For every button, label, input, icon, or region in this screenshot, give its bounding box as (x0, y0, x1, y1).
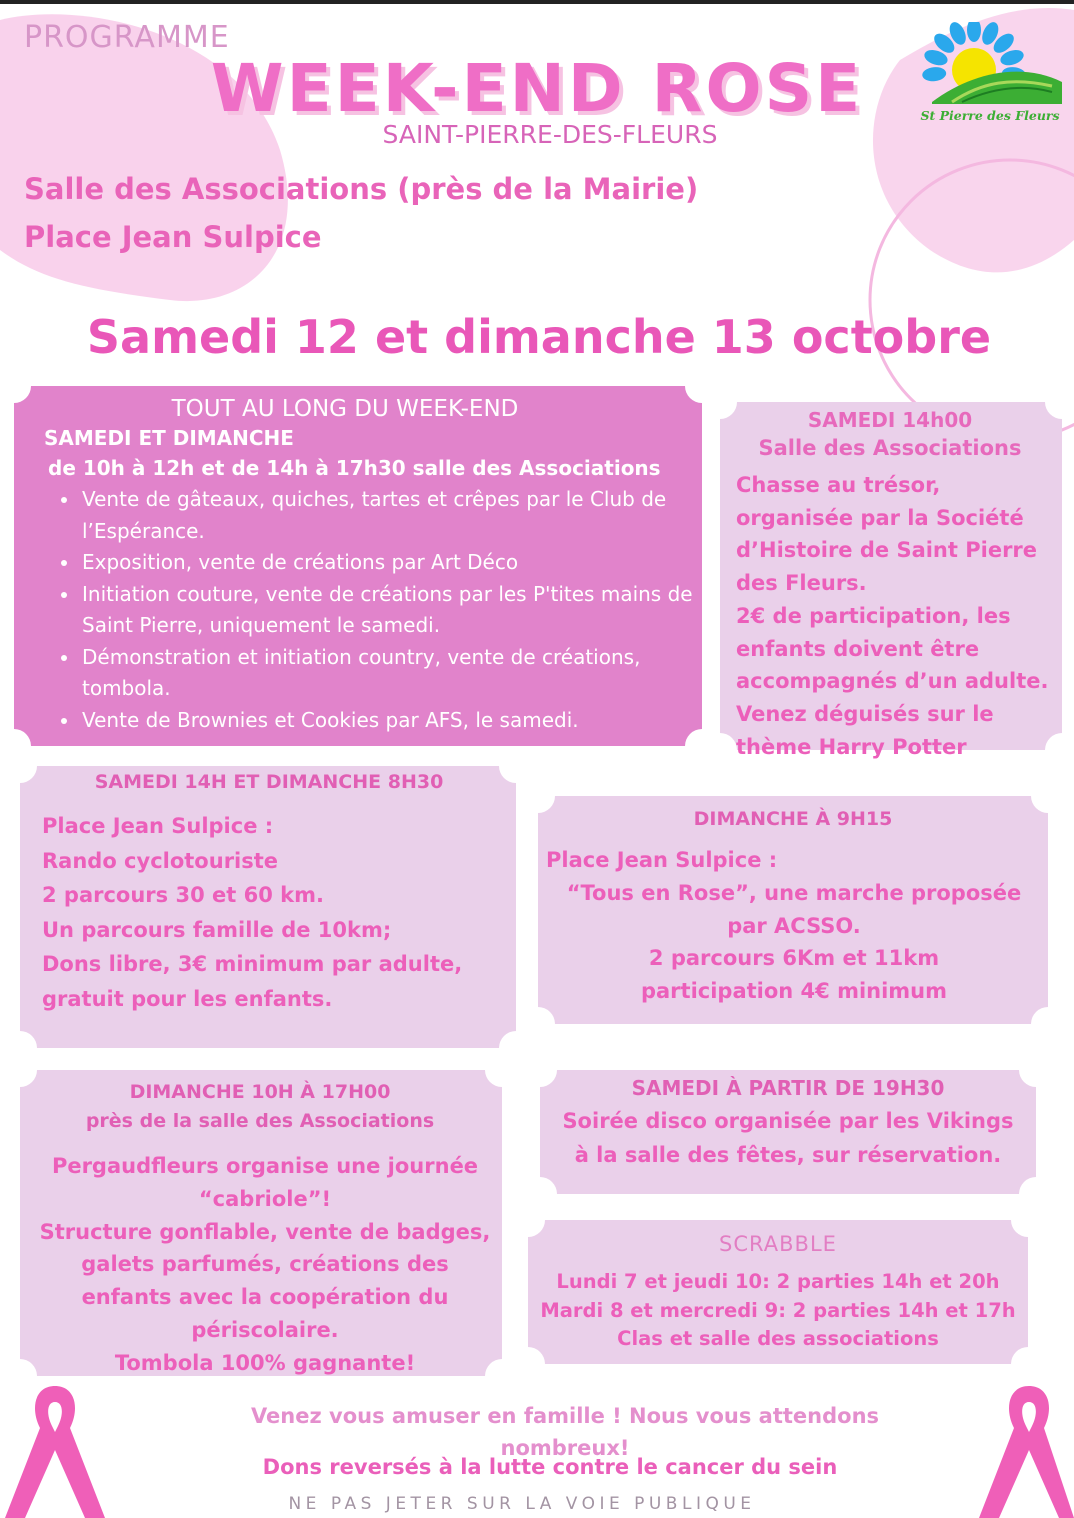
list-item: • Vente de gâteaux, quiches, tartes et crêpes par le Club de l’Espérance. (80, 484, 730, 547)
venue-line-2: Place Jean Sulpice (24, 220, 322, 254)
text-line: enfants avec la coopération du (81, 1285, 449, 1310)
text-line: Lundi 7 et jeudi 10: 2 parties 14h et 20h (556, 1270, 1000, 1293)
marche-details (540, 844, 1048, 1008)
text-line: Soirée disco organisée par les Vikings (562, 1109, 1014, 1133)
weekend-box-days: SAMEDI ET DIMANCHE (44, 426, 294, 450)
text-line: Chasse au trésor, (736, 473, 941, 497)
text-line: des Fleurs. (736, 571, 867, 596)
cabriole-heading (20, 1078, 500, 1136)
text-line: thème Harry Potter (736, 734, 967, 759)
list-item: • Démonstration et initiation country, vente de créations, tombola. (80, 642, 730, 705)
text-line: organisée par la Société (736, 505, 1024, 530)
text-line: par ACSSO. (727, 913, 861, 938)
weekend-box-hours: de 10h à 12h et de 14h à 17h30 salle des Associations (48, 456, 661, 480)
treasure-hunt-location: Salle des Associations (758, 436, 1022, 460)
text-line: d’Histoire de Saint Pierre (736, 538, 1038, 563)
text-line: Pergaudfleurs organise une journée (51, 1154, 479, 1178)
footer-disclaimer: NE PAS JETER SUR LA VOIE PUBLIQUE (288, 1494, 756, 1514)
text-line: 2€ de participation, les (736, 603, 1011, 628)
footer-donation: Dons reversés à la lutte contre le cancer du sein (262, 1455, 838, 1479)
text-line: périscolaire. (191, 1317, 339, 1342)
text-line: Tombola 100% gagnante! (114, 1350, 416, 1375)
scrabble-details (528, 1268, 1028, 1354)
disco-heading: SAMEDI À PARTIR DE 19H30 (631, 1076, 945, 1100)
weekend-box-title: TOUT AU LONG DU WEEK-END (171, 396, 519, 422)
marche-heading: DIMANCHE À 9H15 (693, 808, 893, 830)
top-bar (0, 0, 1074, 4)
text-line: Clas et salle des associations (617, 1327, 939, 1350)
rando-heading: SAMEDI 14H ET DIMANCHE 8H30 (94, 771, 444, 793)
cabriole-details (20, 1150, 510, 1380)
text-line: enfants doivent être (736, 636, 980, 661)
text-line: à la salle des fêtes, sur réservation. (574, 1143, 1002, 1167)
text-line: Dons libre, 3€ minimum par adulte, (42, 952, 463, 977)
treasure-hunt-heading: SAMEDI 14h00 (807, 408, 973, 432)
treasure-hunt-details (736, 469, 1056, 763)
scrabble-heading: SCRABBLE (719, 1232, 837, 1256)
cabriole-time: DIMANCHE 10H À 17H00 (129, 1081, 391, 1103)
list-item: • Exposition, vente de créations par Art Déco (80, 547, 730, 579)
list-item: • Vente de Brownies et Cookies par AFS, le samedi. (80, 705, 730, 737)
list-item: • Initiation couture, vente de créations par les P'tites mains de Saint Pierre, uniquement le samedi. (80, 579, 730, 642)
footer-invitation: Venez vous amuser en famille ! Nous vous attendons nombreux! (250, 1404, 880, 1460)
text-line: “cabriole”! (198, 1186, 332, 1211)
text-line: galets parfumés, créations des (81, 1252, 449, 1277)
cabriole-location: près de la salle des Associations (85, 1110, 435, 1132)
town-subtitle: SAINT-PIERRE-DES-FLEURS (382, 120, 718, 149)
text-line: Structure gonflable, vente de badges, (39, 1219, 491, 1244)
text-line: Venez déguisés sur le (736, 701, 994, 726)
disco-details (540, 1104, 1036, 1172)
weekend-activities-list (56, 484, 730, 736)
page-title: WEEK-END ROSE (210, 50, 864, 127)
text-line: Rando cyclotouriste (42, 848, 279, 873)
event-dates: Samedi 12 et dimanche 13 octobre (86, 310, 992, 364)
text-line: gratuit pour les enfants. (42, 986, 333, 1011)
text-line: participation 4€ minimum (640, 979, 948, 1004)
text-line: Un parcours famille de 10km; (42, 917, 392, 942)
text-line: Mardi 8 et mercredi 9: 2 parties 14h et 17h (540, 1298, 1016, 1322)
logo-text: St Pierre des Fleurs (920, 108, 1060, 123)
text-line: Place Jean Sulpice : (42, 814, 274, 838)
rando-details (42, 809, 512, 1017)
text-line: Place Jean Sulpice : (546, 848, 778, 872)
text-line: accompagnés d’un adulte. (736, 669, 1049, 694)
venue-line-1: Salle des Associations (près de la Mairie) (24, 172, 699, 206)
programme-label: PROGRAMME (24, 20, 230, 55)
text-line: 2 parcours 6Km et 11km (648, 946, 940, 971)
text-line: 2 parcours 30 et 60 km. (42, 883, 324, 908)
text-line: “Tous en Rose”, une marche proposée (566, 880, 1022, 905)
